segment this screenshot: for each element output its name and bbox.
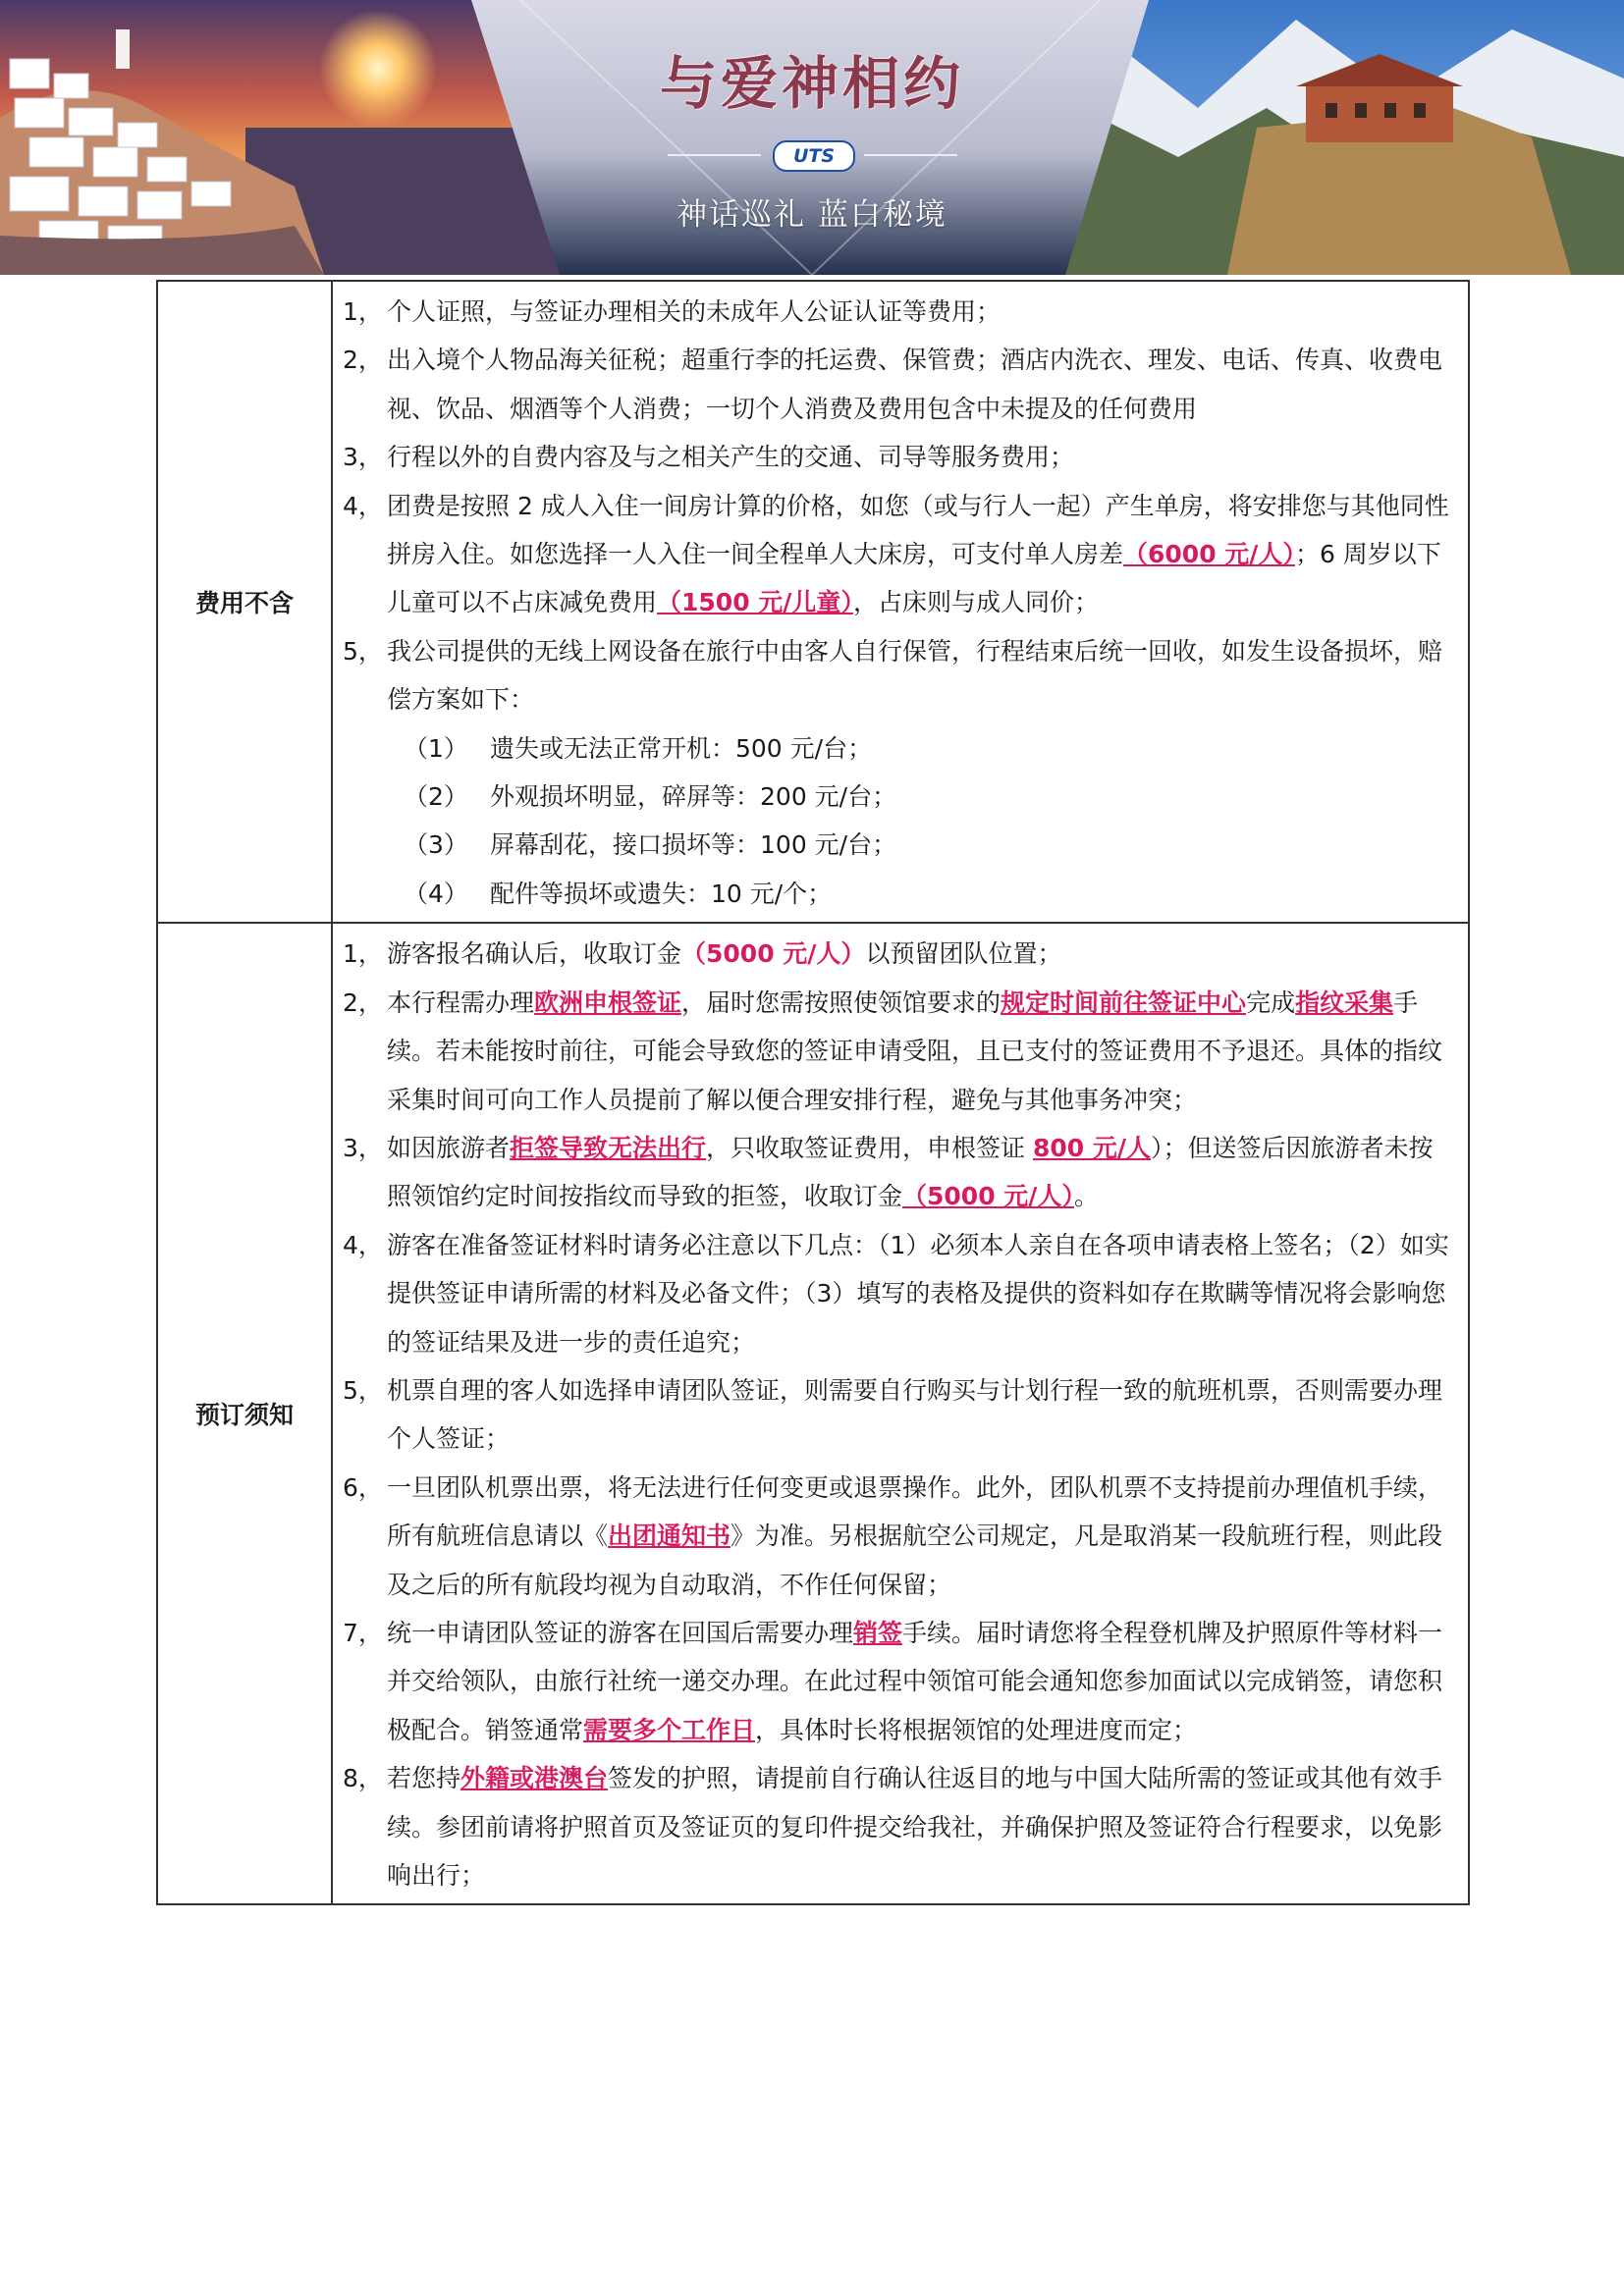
item-number: 2， [343,988,383,1017]
sub-item-text: 配件等损坏或遗失：10 元/个； [490,879,833,908]
item-number: 8， [343,1764,383,1793]
item-number: 5， [343,1375,383,1405]
item-number: 3， [343,1133,383,1162]
text-segment: 签发的护照，请提前自行确认往返目的地与中国大陆所需的签证或其他有效手续。参团前请将护照首页及签证页的复印件提交给我社，并确保护照及签证符合行程要求，以免影响出行； [387,1764,1443,1890]
text-segment: 》为准。另根据航空公司规定，凡是取消某一段航班行程，则此段及之后的所有航段均视为自动取消，不作任何保留； [387,1522,1443,1599]
sub-list-item [343,870,1454,918]
item-text [387,1754,1454,1899]
sub-item-number: （3） [404,830,468,860]
item-number: 2， [343,346,383,375]
item-text [387,979,1454,1124]
text-segment: ，具体时长将根据领馆的处理进度而定； [755,1715,1198,1744]
item-text: 机票自理的客人如选择申请团队签证，则需要自行购买与计划行程一致的航班机票，否则需要办理个人签证； [387,1375,1443,1454]
text-segment: 手续。届时请您将全程登机牌及护照原件等材料一并交给领队，由旅行社统一递交办理。在此过程中领馆可能会通知您参加面试以完成销签，请您积极配合。销签通常 [387,1618,1443,1744]
list-item [343,288,1454,336]
item-number: 4， [343,1230,383,1259]
text-segment: 以预留团队位置； [865,939,1062,969]
text-segment: 如因旅游者 [387,1133,511,1162]
fingerprint-highlight: 指纹采集 [1295,988,1394,1017]
banner-title: 与爱神相约 [659,50,964,117]
text-segment: 。 [1073,1182,1099,1211]
visa-refusal-highlight: 拒签导致无法出行 [510,1133,707,1162]
sub-item-number: （2） [404,782,468,812]
item-text [387,482,1454,627]
visa-fee-amount: 800 元/人 [1032,1133,1152,1162]
child-discount: （1500 元/儿童） [657,588,853,617]
text-segment: ）；但送签后因旅游者未按照领馆约定时间按指纹而导致的拒签，收取订金 [387,1133,1434,1211]
list-item [343,1754,1454,1899]
schengen-visa-highlight: 欧洲申根签证 [534,988,682,1017]
foreign-passport-highlight: 外籍或港澳台 [460,1764,609,1793]
sub-item-number: （1） [404,733,468,763]
list-item [343,1221,1454,1366]
notes-table [156,280,1470,1905]
text-segment: 一旦团队机票出票，将无法进行任何变更或退票操作。此外，团队机票不支持提前办理值机手续，所有航班信息请以《 [387,1472,1443,1551]
list-item [343,1464,1454,1609]
list-item [343,1609,1454,1754]
section-label: 费用不含 [158,282,333,922]
text-segment: ，届时您需按照使领馆要求的 [681,988,1001,1017]
item-text [387,1609,1454,1754]
item-number: 7， [343,1618,383,1647]
list-item [343,433,1454,481]
item-text: 个人证照，与签证办理相关的未成年人公证认证等费用； [387,297,1001,326]
list-item [343,627,1454,724]
header-banner [0,0,1624,275]
single-room-supplement: （6000 元/人） [1123,540,1295,569]
working-days-highlight: 需要多个工作日 [583,1715,756,1744]
item-number: 4， [343,491,383,520]
text-segment: 完成 [1246,988,1296,1017]
item-number: 1， [343,939,383,969]
text-segment: 若您持 [387,1764,461,1793]
text-segment: ，只收取签证费用，申根签证 [706,1133,1033,1162]
banner-subtitle: 神话巡礼 蓝白秘境 [677,197,947,233]
logo-left-line [668,154,761,156]
list-item [343,482,1454,627]
list-item [343,930,1454,978]
item-number: 1， [343,297,383,326]
section-label: 预订须知 [158,924,333,1903]
visa-cancellation-highlight: 销签 [853,1618,903,1647]
sub-item-number: （4） [404,879,468,908]
text-segment: 游客报名确认后，收取订金 [387,939,682,969]
item-number: 6， [343,1472,383,1502]
text-segment: 本行程需办理 [387,988,535,1017]
deposit-amount: （5000 元/人） [681,939,866,969]
section-booking-notes [158,922,1468,1903]
list-item [343,1366,1454,1464]
section-content [333,924,1468,1903]
item-text: 行程以外的自费内容及与之相关产生的交通、司导等服务费用； [387,443,1075,472]
sub-list-item [343,773,1454,821]
list-item [343,1124,1454,1221]
text-segment: 统一申请团队签证的游客在回国后需要办理 [387,1618,854,1647]
text-segment: 团费是按照 2 成人入住一间房计算的价格，如您（或与行人一起）产生单房，将安排您与其他同性拼房入住。如您选择一人入住一间全程单人大床房，可支付单人房差 [387,491,1449,569]
text-segment: ，占床则与成人同价； [852,588,1099,617]
item-number: 5， [343,636,383,666]
sub-list-item [343,821,1454,869]
deposit-amount: （5000 元/人） [902,1182,1074,1211]
sub-list-item [343,724,1454,773]
item-text: 出入境个人物品海关征税；超重行李的托运费、保管费；酒店内洗衣、理发、电话、传真、收费电视、饮品、烟酒等个人消费；一切个人消费及费用包含中未提及的任何费用 [387,346,1443,423]
visa-center-highlight: 规定时间前往签证中心 [1001,988,1247,1017]
logo-right-line [864,154,957,156]
section-cost-excludes [158,282,1468,922]
list-item [343,336,1454,433]
sub-item-text: 遗失或无法正常开机：500 元/台； [490,733,873,763]
item-text [387,1464,1454,1609]
item-text [387,930,1454,978]
section-content [333,282,1468,922]
text-segment: ；6 周岁以下儿童可以不占床减免费用 [387,540,1441,617]
text-segment: 手续。若未能按时前往，可能会导致您的签证申请受阻，且已支付的签证费用不予退还。具体的指纹采集时间可向工作人员提前了解以便合理安排行程，避免与其他事务冲突； [387,988,1443,1114]
tour-notice-highlight: 出团通知书 [608,1522,731,1551]
item-text: 游客在准备签证材料时请务必注意以下几点：（1）必须本人亲自在各项申请表格上签名；（2）如实提供签证申请所需的材料及必备文件；（3）填写的表格及提供的资料如存在欺瞒等情况将会影响您的签证结果及进一步的责任追究； [387,1230,1449,1357]
sub-item-text: 屏幕刮花，接口损坏等：100 元/台； [490,830,897,860]
sub-item-text: 外观损坏明显，碎屏等：200 元/台； [490,782,897,812]
item-text [387,1124,1454,1221]
item-text: 我公司提供的无线上网设备在旅行中由客人自行保管，行程结束后统一回收，如发生设备损坏，赔偿方案如下： [387,636,1443,715]
item-number: 3， [343,443,383,472]
uts-logo: UTS [773,140,855,172]
list-item [343,979,1454,1124]
